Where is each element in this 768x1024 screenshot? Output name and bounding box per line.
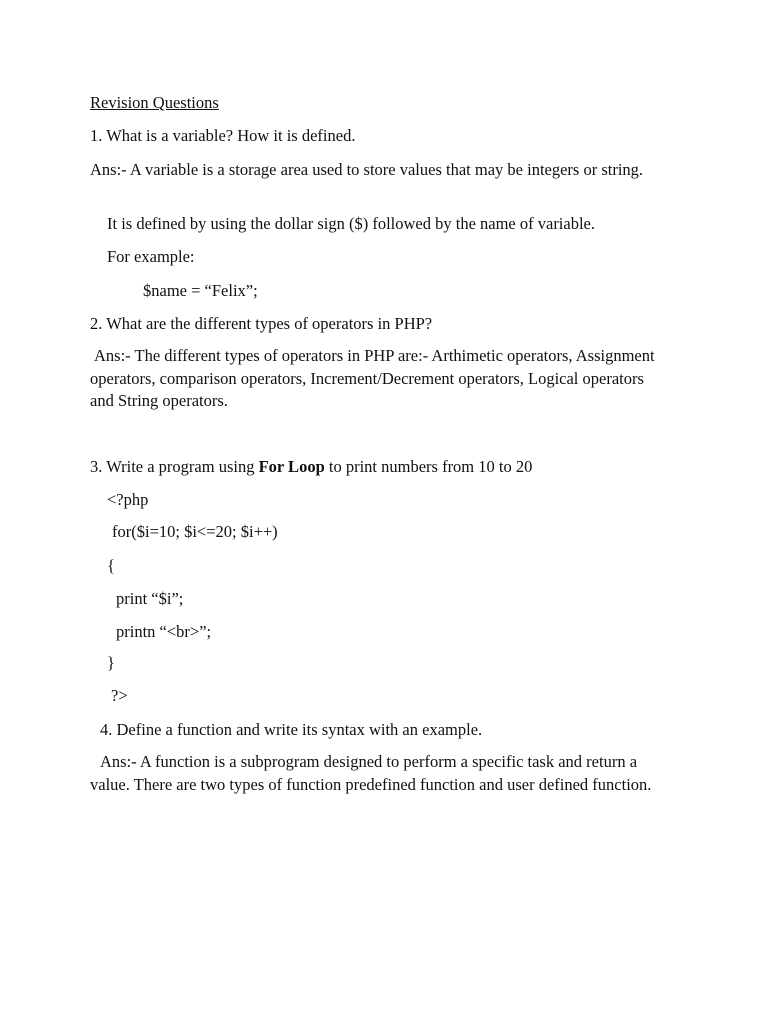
question-3-suffix: to print numbers from 10 to 20: [324, 457, 533, 476]
code-line: printn “<br>”;: [116, 622, 212, 641]
code-line: }: [107, 653, 115, 672]
answer-2: Ans:- The different types of operators in PHP are:- Arthimetic operators, Assignment operators, comparison operators, Increment/Decrement operators, Logical operators and String operators.: [90, 346, 655, 410]
question-1: 1. What is a variable? How it is defined.: [90, 126, 356, 145]
answer-4: Ans:- A function is a subprogram designed to perform a specific task and return a value. There are two types of function predefined function and user defined function.: [90, 752, 652, 794]
question-2: 2. What are the different types of operators in PHP?: [90, 314, 433, 333]
code-line: {: [107, 556, 115, 575]
question-3-prefix: 3. Write a program using: [90, 457, 259, 476]
question-3-bold: For Loop: [258, 457, 325, 476]
code-line: ?>: [111, 686, 128, 705]
question-4: 4. Define a function and write its syntax with an example.: [100, 720, 483, 739]
code-line: <?php: [107, 490, 149, 509]
answer-1: Ans:- A variable is a storage area used to store values that may be integers or string.: [90, 160, 644, 179]
question-3: [90, 456, 532, 478]
page-title: Revision Questions: [90, 93, 219, 112]
example-label: For example:: [107, 247, 195, 266]
code-line: print “$i”;: [116, 589, 184, 608]
example-code: $name = “Felix”;: [143, 281, 258, 300]
answer-1-definition: It is defined by using the dollar sign ($) followed by the name of variable.: [107, 214, 595, 233]
code-line: for($i=10; $i<=20; $i++): [112, 522, 278, 541]
